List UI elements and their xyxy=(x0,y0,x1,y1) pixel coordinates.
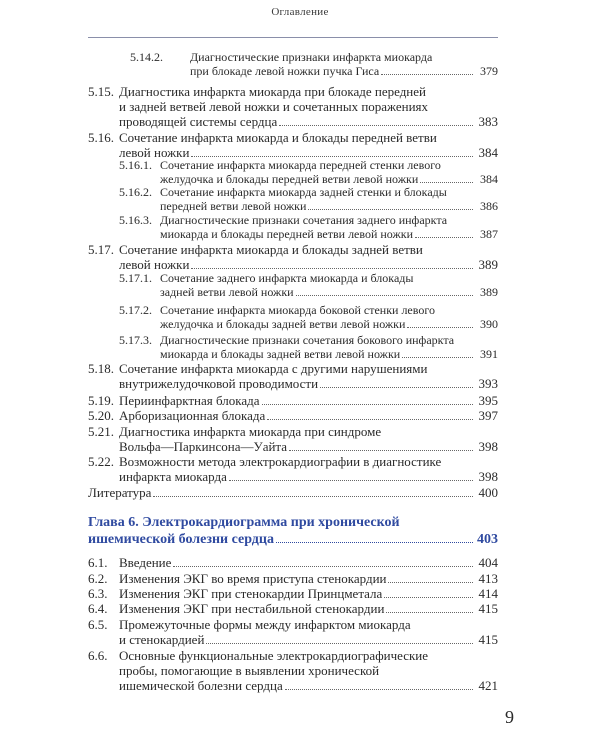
toc-entry xyxy=(88,408,498,423)
toc-entry xyxy=(119,213,498,241)
toc-entry xyxy=(88,242,498,272)
entry-page-number: 403 xyxy=(477,532,498,547)
entry-last-line xyxy=(119,439,498,454)
entry-title-line: Основные функциональные электрокардиографические xyxy=(119,648,429,663)
entry-title-line: Введение xyxy=(119,555,172,570)
dot-leader xyxy=(289,449,473,451)
entry-number: 5.16.1. xyxy=(119,158,152,172)
entry-last-line xyxy=(119,114,498,129)
entry-page-number: 384 xyxy=(480,172,498,186)
entry-page-number: 415 xyxy=(478,632,498,647)
entry-last-line xyxy=(119,555,498,570)
entry-title-line: Сочетание инфаркта миокарда задней стенки и блокады xyxy=(160,185,447,199)
entry-last-line xyxy=(160,347,498,361)
entry-last-line xyxy=(160,285,498,299)
entry-number: 5.18. xyxy=(88,361,114,376)
entry-title-line: Сочетание инфаркта миокарда с другими нарушениями xyxy=(119,361,428,376)
entry-last-line xyxy=(119,586,498,601)
entry-last-line xyxy=(190,64,498,78)
toc-entry xyxy=(88,555,498,570)
toc-entry xyxy=(119,271,498,299)
entry-title-line: ишемической болезни сердца xyxy=(88,532,274,547)
entry-title-line: Вольфа—Паркинсона—Уайта xyxy=(119,439,288,454)
dot-leader xyxy=(173,565,473,567)
page-number: 9 xyxy=(505,707,514,727)
entry-page-number: 386 xyxy=(480,199,498,213)
dot-leader xyxy=(285,688,473,690)
running-header: Оглавление xyxy=(271,6,329,18)
dot-leader xyxy=(296,294,473,296)
entry-title-line: Диагностика инфаркта миокарда при синдроме xyxy=(119,424,382,439)
entry-title-line: и задней ветвей левой ножки и сочетанных поражениях xyxy=(119,99,429,114)
entry-page-number: 421 xyxy=(478,678,498,693)
entry-page-number: 391 xyxy=(480,347,498,361)
entry-page-number: 389 xyxy=(478,257,498,272)
dot-leader xyxy=(206,642,473,644)
entry-last-line xyxy=(119,408,498,423)
entry-page-number: 384 xyxy=(478,145,498,160)
entry-number: 6.4. xyxy=(88,601,108,616)
toc-entry xyxy=(88,454,498,484)
entry-title-line: Сочетание инфаркта миокарда и блокады передней ветви xyxy=(119,130,437,145)
entry-title-line: Диагностические признаки инфаркта миокарда xyxy=(190,50,433,64)
entry-page-number: 389 xyxy=(480,285,498,299)
entry-last-line xyxy=(160,172,498,186)
toc-entry xyxy=(88,424,498,454)
entry-title-line: желудочка и блокады задней ветви левой ножки xyxy=(160,317,406,331)
entry-title-line: пробы, помогающие в выявлении хронической xyxy=(119,663,380,678)
entry-title-line: ишемической болезни сердца xyxy=(119,678,283,693)
entry-title-line: Арборизационная блокада xyxy=(119,408,266,423)
entry-title-line: внутрижелудочковой проводимости xyxy=(119,376,319,391)
entry-number: 5.19. xyxy=(88,393,114,408)
entry-number: 6.1. xyxy=(88,555,108,570)
entry-number: 5.16.2. xyxy=(119,185,152,199)
entry-title-line: и стенокардией xyxy=(119,632,205,647)
entry-number: 5.15. xyxy=(88,84,114,99)
dot-leader xyxy=(229,479,473,481)
dot-leader xyxy=(415,236,473,238)
toc-entry xyxy=(130,50,498,78)
entry-title-line: Диагностические признаки сочетания заднего инфаркта xyxy=(160,213,448,227)
dot-leader xyxy=(191,155,473,157)
entry-page-number: 383 xyxy=(478,114,498,129)
entry-title-line: Промежуточные формы между инфарктом миокарда xyxy=(119,617,411,632)
dot-leader xyxy=(276,541,473,543)
entry-number: 6.3. xyxy=(88,586,108,601)
entry-last-line xyxy=(119,376,498,391)
dot-leader xyxy=(384,596,473,598)
toc-entry xyxy=(88,617,498,647)
entry-title-line: Изменения ЭКГ во время приступа стенокардии xyxy=(119,571,387,586)
entry-title-line: при блокаде левой ножки пучка Гиса xyxy=(190,64,380,78)
dot-leader xyxy=(279,124,473,126)
dot-leader xyxy=(402,356,473,358)
entry-title-line: Глава 6. Электрокардиограмма при хронической xyxy=(88,515,400,530)
toc-entry xyxy=(88,571,498,586)
entry-number: 6.6. xyxy=(88,648,108,663)
dot-leader xyxy=(308,208,473,210)
toc-entry xyxy=(88,485,498,500)
entry-number: 6.2. xyxy=(88,571,108,586)
toc-entry xyxy=(88,361,498,391)
toc-entry xyxy=(88,130,498,160)
entry-title-line: Сочетание инфаркта миокарда боковой стенки левого xyxy=(160,303,435,317)
entry-page-number: 387 xyxy=(480,227,498,241)
entry-last-line xyxy=(160,317,498,331)
entry-last-line xyxy=(119,469,498,484)
dot-leader xyxy=(153,495,473,497)
entry-page-number: 398 xyxy=(478,469,498,484)
entry-title-line: Сочетание заднего инфаркта миокарда и блокады xyxy=(160,271,414,285)
dot-leader xyxy=(386,611,473,613)
entry-page-number: 413 xyxy=(478,571,498,586)
entry-title-line: проводящей системы сердца xyxy=(119,114,278,129)
entry-last-line xyxy=(160,199,498,213)
entry-number: 5.17.2. xyxy=(119,303,152,317)
entry-number: 5.17. xyxy=(88,242,114,257)
toc-entry xyxy=(119,158,498,186)
entry-title-line: Возможности метода электрокардиографии в диагностике xyxy=(119,454,442,469)
entry-last-line xyxy=(88,485,498,500)
entry-page-number: 397 xyxy=(478,408,498,423)
entry-title-line: передней ветви левой ножки xyxy=(160,199,307,213)
entry-title-line: миокарда и блокады передней ветви левой ножки xyxy=(160,227,414,241)
entry-title-line: Периинфарктная блокада xyxy=(119,393,260,408)
entry-page-number: 404 xyxy=(478,555,498,570)
entry-number: 5.22. xyxy=(88,454,114,469)
entry-number: 5.20. xyxy=(88,408,114,423)
entry-number: 5.17.1. xyxy=(119,271,152,285)
dot-leader xyxy=(191,267,473,269)
dot-leader xyxy=(381,73,473,75)
entry-title-line: инфаркта миокарда xyxy=(119,469,227,484)
entry-page-number: 390 xyxy=(480,317,498,331)
entry-last-line xyxy=(119,571,498,586)
entry-title-line: желудочка и блокады передней ветви левой ножки xyxy=(160,172,419,186)
entry-number: 5.16.3. xyxy=(119,213,152,227)
dot-leader xyxy=(407,326,473,328)
toc-entry xyxy=(88,393,498,408)
entry-page-number: 415 xyxy=(478,601,498,616)
entry-title-line: миокарда и блокады задней ветви левой ножки xyxy=(160,347,401,361)
entry-number: 5.14.2. xyxy=(130,50,163,64)
entry-last-line xyxy=(119,601,498,616)
entry-title-line: Изменения ЭКГ при нестабильной стенокардии xyxy=(119,601,385,616)
entry-title-line: Сочетание инфаркта миокарда и блокады задней ветви xyxy=(119,242,423,257)
entry-last-line xyxy=(119,678,498,693)
entry-number: 6.5. xyxy=(88,617,108,632)
toc-entry xyxy=(119,185,498,213)
entry-page-number: 379 xyxy=(480,64,498,78)
toc-entry xyxy=(88,648,498,693)
chapter-entry xyxy=(88,514,498,548)
entry-last-line xyxy=(88,531,498,548)
entry-title-line: Диагностические признаки сочетания бокового инфаркта xyxy=(160,333,455,347)
entry-number: 5.17.3. xyxy=(119,333,152,347)
header-rule xyxy=(88,37,498,38)
entry-last-line xyxy=(119,393,498,408)
entry-page-number: 414 xyxy=(478,586,498,601)
toc-entry xyxy=(88,586,498,601)
entry-number: 5.21. xyxy=(88,424,114,439)
entry-title-line: левой ножки xyxy=(119,145,190,160)
entry-last-line xyxy=(160,227,498,241)
dot-leader xyxy=(388,581,473,583)
entry-title-line: Изменения ЭКГ при стенокардии Принцметала xyxy=(119,586,383,601)
entry-page-number: 393 xyxy=(478,376,498,391)
entry-last-line xyxy=(119,632,498,647)
toc-entry xyxy=(119,333,498,361)
entry-page-number: 400 xyxy=(478,485,498,500)
toc-entry xyxy=(88,601,498,616)
dot-leader xyxy=(320,386,473,388)
entry-title-line: Сочетание инфаркта миокарда передней стенки левого xyxy=(160,158,441,172)
entry-page-number: 398 xyxy=(478,439,498,454)
entry-page-number: 395 xyxy=(478,393,498,408)
entry-number: 5.16. xyxy=(88,130,114,145)
dot-leader xyxy=(267,418,473,420)
entry-title-line: Литература xyxy=(88,485,152,500)
entry-title-line: задней ветви левой ножки xyxy=(160,285,294,299)
toc-entry xyxy=(119,303,498,331)
entry-title-line: левой ножки xyxy=(119,257,190,272)
entry-last-line xyxy=(119,257,498,272)
dot-leader xyxy=(420,181,473,183)
entry-title-line: Диагностика инфаркта миокарда при блокаде передней xyxy=(119,84,426,99)
dot-leader xyxy=(262,403,473,405)
toc-entry xyxy=(88,84,498,129)
